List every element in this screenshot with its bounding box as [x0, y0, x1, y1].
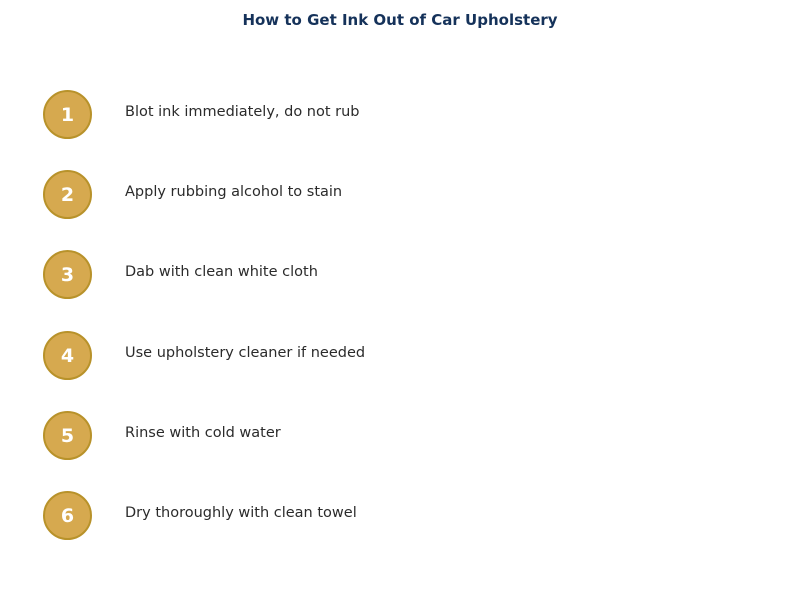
step-number-badge: 6: [43, 491, 92, 540]
step-text: Blot ink immediately, do not rub: [125, 104, 360, 120]
step-item: [43, 331, 743, 379]
page-title: How to Get Ink Out of Car Upholstery: [242, 11, 558, 29]
step-text: Apply rubbing alcohol to stain: [125, 184, 343, 200]
step-number-badge: 4: [43, 331, 92, 380]
step-text: Rinse with cold water: [125, 425, 281, 441]
step-text: Dab with clean white cloth: [125, 264, 318, 280]
step-text: Use upholstery cleaner if needed: [125, 345, 366, 361]
step-text: Dry thoroughly with clean towel: [125, 505, 357, 521]
step-number-badge: 1: [43, 90, 92, 139]
step-item: [43, 170, 743, 218]
step-item: [43, 90, 743, 138]
step-number-badge: 5: [43, 411, 92, 460]
step-item: [43, 250, 743, 298]
step-number-badge: 3: [43, 250, 92, 299]
step-number-badge: 2: [43, 170, 92, 219]
step-item: [43, 411, 743, 459]
step-item: [43, 491, 743, 539]
